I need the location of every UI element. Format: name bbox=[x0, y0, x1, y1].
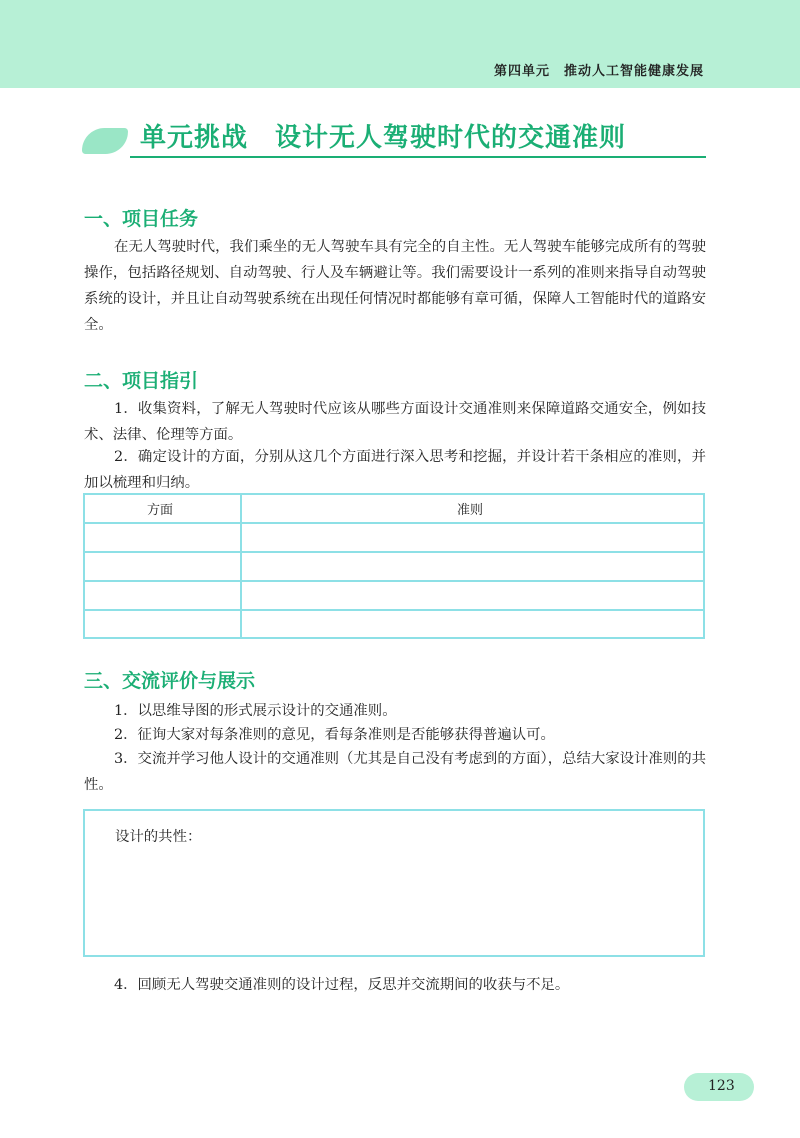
review-step-1: 1．以思维导图的形式展示设计的交通准则。 bbox=[114, 703, 397, 719]
table-row[interactable] bbox=[85, 580, 703, 609]
title-underline bbox=[130, 156, 706, 158]
review-step-3: 3．交流并学习他人设计的交通准则（尤其是自己没有考虑到的方面），总结大家设计准则的共性。 bbox=[84, 751, 706, 793]
table-row[interactable] bbox=[85, 551, 703, 580]
guide-step-1: 1．收集资料，了解无人驾驶时代应该从哪些方面设计交通准则来保障道路交通安全，例如技术、法律、伦理等方面。 bbox=[84, 401, 706, 443]
table-row[interactable] bbox=[85, 609, 703, 638]
title-leaf-icon bbox=[82, 128, 128, 154]
table-header-rule: 准则 bbox=[457, 503, 484, 518]
table-row[interactable] bbox=[85, 522, 703, 551]
unit-header: 第四单元 推动人工智能健康发展 bbox=[493, 64, 704, 79]
page-number: 123 bbox=[708, 1078, 735, 1094]
task-paragraph: 在无人驾驶时代，我们乘坐的无人驾驶车具有完全的自主性。无人驾驶车能够完成所有的驾驶操作，包括路径规划、自动驾驶、行人及车辆避让等。我们需要设计一系列的准则来指导自动驾驶系统的设计，并且让自动驾驶系统在出现任何情况时都能够有章可循，保障人工智能时代的道路安全。 bbox=[84, 239, 706, 333]
section-heading-review: 三、交流评价与展示 bbox=[84, 670, 256, 692]
rules-table bbox=[83, 493, 705, 639]
review-step-4: 4．回顾无人驾驶交通准则的设计过程，反思并交流期间的收获与不足。 bbox=[114, 977, 570, 993]
review-step-2: 2．征询大家对每条准则的意见，看每条准则是否能够获得普遍认可。 bbox=[114, 727, 555, 743]
guide-step-2: 2．确定设计的方面，分别从这几个方面进行深入思考和挖掘，并设计若干条相应的准则，并加以梳理和归纳。 bbox=[84, 449, 706, 491]
summary-box[interactable] bbox=[83, 809, 705, 957]
section-heading-guide: 二、项目指引 bbox=[84, 370, 199, 392]
section-heading-task: 一、项目任务 bbox=[84, 208, 199, 230]
summary-label: 设计的共性： bbox=[115, 829, 202, 845]
table-header-aspect: 方面 bbox=[147, 503, 174, 518]
page-title: 单元挑战 设计无人驾驶时代的交通准则 bbox=[140, 123, 627, 153]
